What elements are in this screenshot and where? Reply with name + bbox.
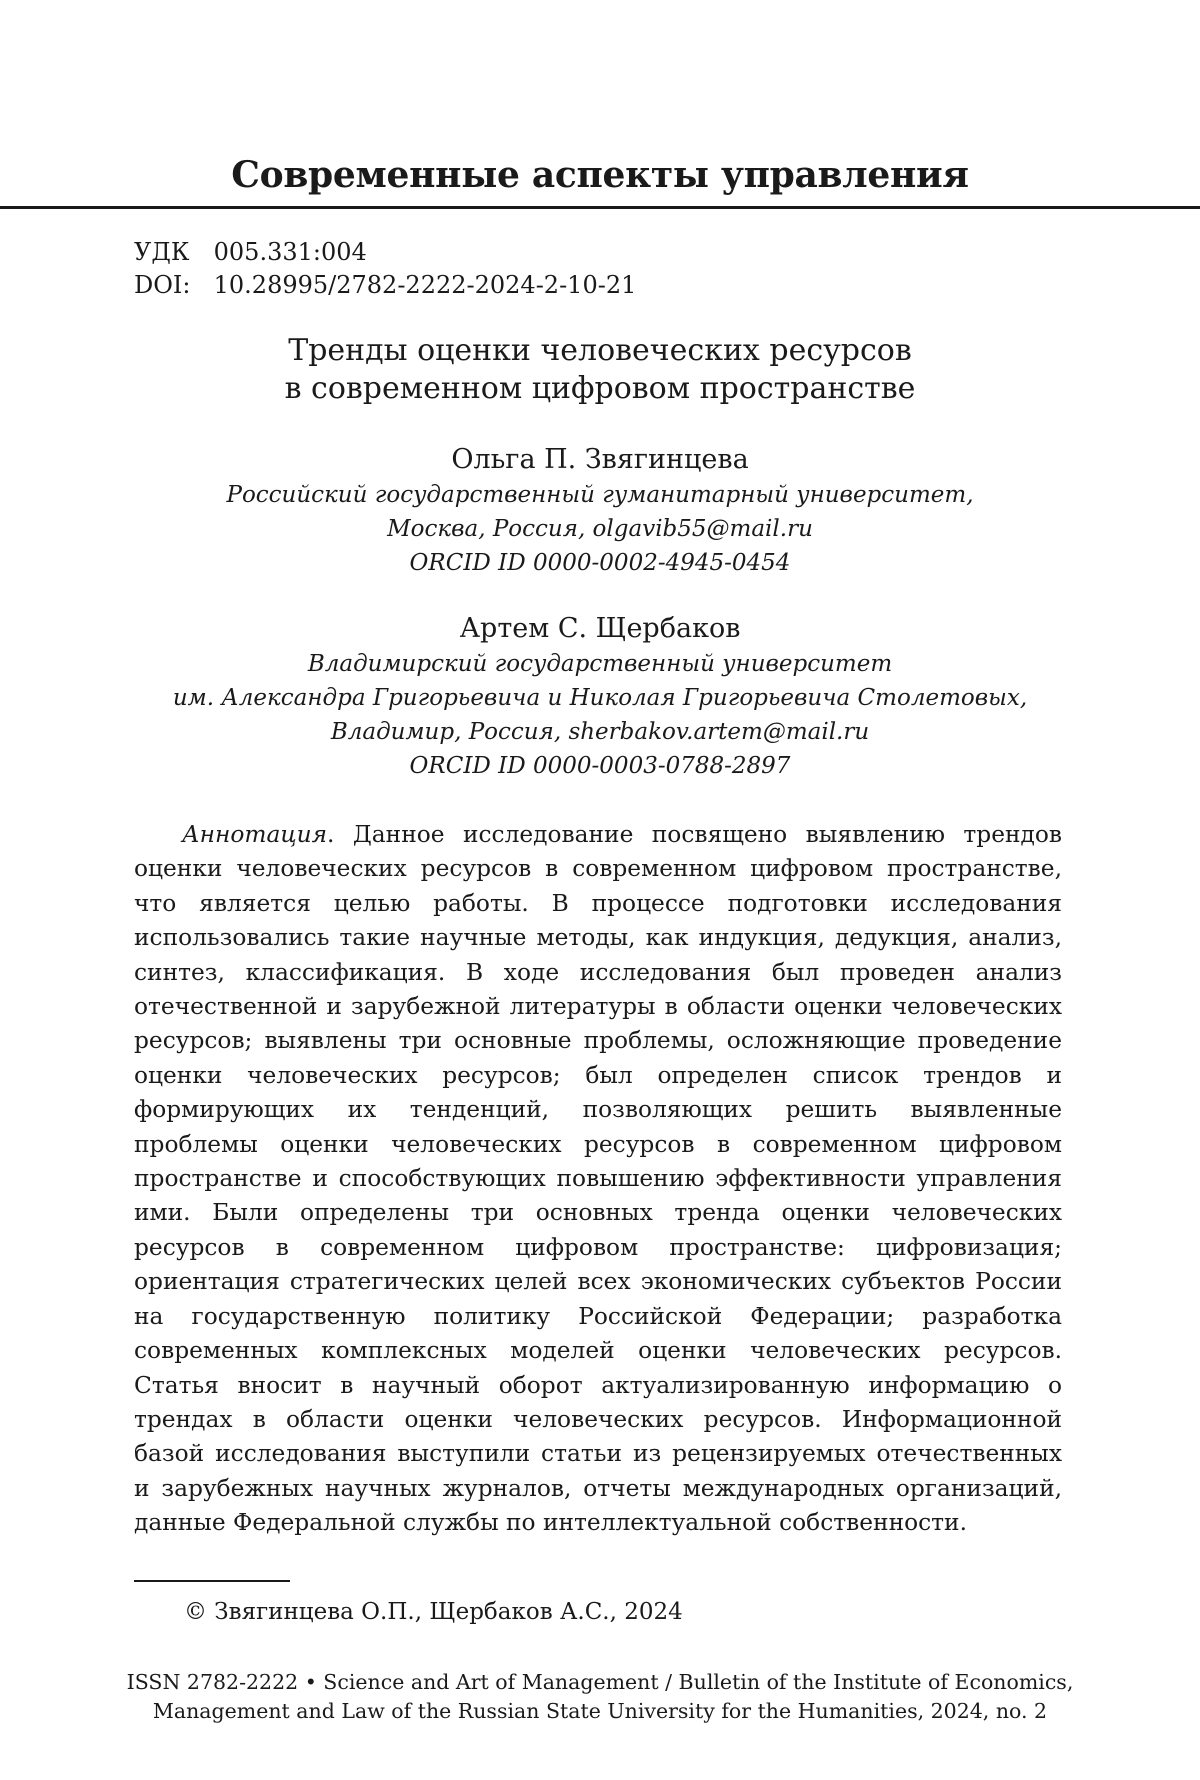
copyright-note: © Звягинцева О.П., Щербаков А.С., 2024: [184, 1599, 683, 1625]
udk-label: УДК: [134, 238, 190, 266]
section-title: Современные аспекты управления: [231, 154, 969, 196]
affiliation-line: Владимирский государственный университет: [307, 651, 893, 677]
footnote-rule: [134, 1580, 290, 1582]
affiliation-line: Владимир, Россия, sherbakov.artem@mail.ru: [330, 719, 870, 745]
page-footer: [0, 1668, 1200, 1726]
abstract-text: . Данное исследование посвящено выявлению трендов оценки человеческих ресурсов в современном цифровом пространстве, что является целью работы. В процессе подготовки исследования использовались такие научные методы, как индукция, дедукция, анализ, синтез, классификация. В ходе исследования был проведен анализ отечественной и зарубежной литературы в области оценки человеческих ресурсов; выявлены три основные проблемы, осложняющие проведение оценки человеческих ресурсов; был определен список трендов и формирующих их тенденций, позволяющих решить выявленные проблемы оценки человеческих ресурсов в современном цифровом пространстве и способствующих повышению эффективности управления ими. Были определены три основных тренда оценки человеческих ресурсов в современном цифровом пространстве: цифровизация; ориентация стратегических целей всех экономических субъектов России на государственную политику Российской Федерации; разработка современных комплексных моделей оценки человеческих ресурсов. Статья вносит в научный оборот актуализированную информацию о трендах в области оценки человеческих ресурсов. Информационной базой исследования выступили статьи из рецензируемых отечественных и зарубежных научных журналов, отчеты международных организаций, данные Федеральной службы по интеллектуальной собственности.: [134, 821, 1062, 1537]
article-meta: [134, 236, 636, 302]
author-block-1: [0, 442, 1200, 580]
affiliation-line: им. Александра Григорьевича и Николая Григорьевича Столетовых,: [172, 685, 1028, 711]
author-block-2: [0, 611, 1200, 783]
doi-value: 10.28995/2782-2222-2024-2-10-21: [213, 271, 637, 299]
title-line-1: Тренды оценки человеческих ресурсов: [288, 333, 912, 368]
title-line-2: в современном цифровом пространстве: [284, 371, 916, 406]
author-name: Артем С. Щербаков: [459, 613, 741, 644]
abstract: [134, 818, 1062, 1541]
udk-value: 005.331:004: [213, 238, 367, 266]
orcid: ORCID ID 0000-0002-4945-0454: [409, 550, 791, 576]
affiliation-line: Москва, Россия, olgavib55@mail.ru: [387, 516, 813, 542]
footer-line-2: Management and Law of the Russian State University for the Humanities, 2024, no. 2: [152, 1699, 1048, 1723]
affiliation-line: Российский государственный гуманитарный университет,: [226, 482, 974, 508]
doi-label: DOI:: [134, 271, 191, 299]
article-title: [0, 332, 1200, 408]
footer-line-1: ISSN 2782-2222 • Science and Art of Management / Bulletin of the Institute of Economics,: [126, 1670, 1074, 1694]
udk-row: [134, 236, 636, 269]
abstract-label: Аннотация: [182, 821, 328, 848]
author-name: Ольга П. Звягинцева: [451, 444, 749, 475]
header-rule: [0, 206, 1200, 209]
orcid: ORCID ID 0000-0003-0788-2897: [409, 753, 791, 779]
doi-row: [134, 269, 636, 302]
